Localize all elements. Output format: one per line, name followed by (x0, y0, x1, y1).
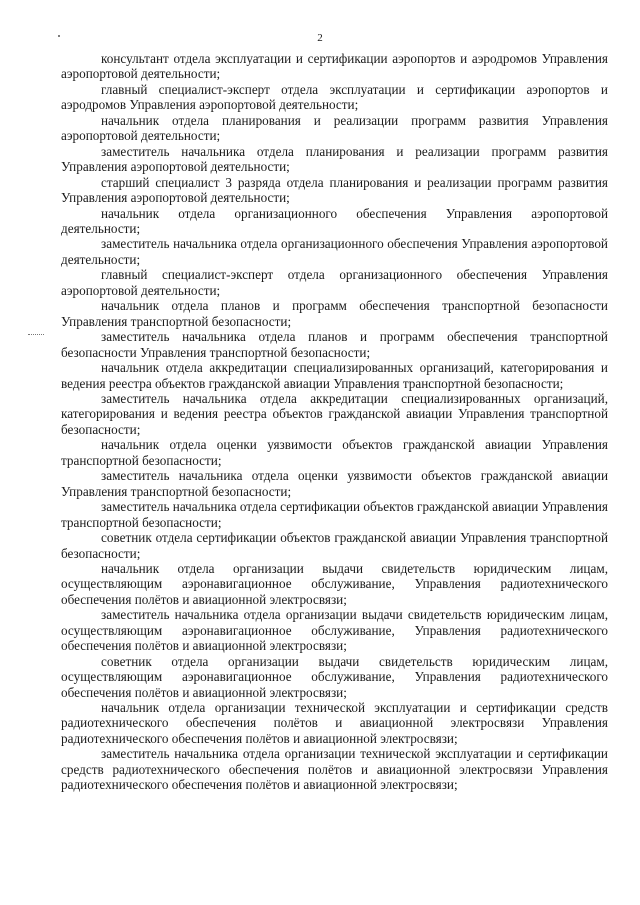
paragraph: заместитель начальника отдела организации технической эксплуатации и сертификации средств радиотехнического обеспечения полётов и авиационной электросвязи Управления радиотехнического обеспечения полётов и авиационной электросвязи; (61, 746, 608, 793)
page-number: 2 (317, 32, 323, 44)
paragraph: начальник отдела планов и программ обеспечения транспортной безопасности Управления транспортной безопасности; (61, 298, 608, 329)
paragraph: начальник отдела организации выдачи свидетельств юридическим лицам, осуществляющим аэронавигационное обслуживание, Управления радиотехнического обеспечения полётов и авиационной электросвязи; (61, 560, 608, 607)
paragraph: советник отдела сертификации объектов гражданской авиации Управления транспортной безопасности; (61, 530, 608, 561)
margin-mark (28, 334, 44, 336)
paragraph: заместитель начальника отдела сертификации объектов гражданской авиации Управления транспортной безопасности; (61, 499, 608, 530)
paragraph: начальник отдела оценки уязвимости объектов гражданской авиации Управления транспортной безопасности; (61, 437, 608, 468)
paragraph: заместитель начальника отдела организационного обеспечения Управления аэропортовой деятельности; (61, 236, 608, 267)
paragraph: заместитель начальника отдела оценки уязвимости объектов гражданской авиации Управления транспортной безопасности; (61, 468, 608, 499)
paragraph: советник отдела организации выдачи свидетельств юридическим лицам, осуществляющим аэронавигационное обслуживание, Управления радиотехнического обеспечения полётов и авиационной электросвязи; (61, 653, 608, 700)
paragraph: главный специалист-эксперт отдела организационного обеспечения Управления аэропортовой деятельности; (61, 267, 608, 298)
paragraph: главный специалист-эксперт отдела эксплуатации и сертификации аэропортов и аэродромов Управления аэропортовой деятельности; (61, 81, 608, 113)
paragraph: начальник отдела планирования и реализации программ развития Управления аэропортовой деятельности; (61, 112, 608, 144)
paragraph: консультант отдела эксплуатации и сертификации аэропортов и аэродромов Управления аэропортовой деятельности; (61, 51, 608, 82)
paragraph: заместитель начальника отдела организации выдачи свидетельств юридическим лицам, осуществляющим аэронавигационное обслуживание, Управления радиотехнического обеспечения полётов и авиационной электросвязи; (61, 607, 608, 654)
document-body (61, 51, 608, 793)
paragraph: начальник отдела аккредитации специализированных организаций, категорирования и ведения реестра объектов гражданской авиации Управления транспортной безопасности; (61, 360, 608, 391)
paragraph: начальник отдела организационного обеспечения Управления аэропортовой деятельности; (61, 205, 608, 236)
paragraph: старший специалист 3 разряда отдела планирования и реализации программ развития Управления аэропортовой деятельности; (61, 174, 608, 206)
paragraph: начальник отдела организации технической эксплуатации и сертификации средств радиотехнического обеспечения полётов и авиационной электросвязи Управления радиотехнического обеспечения полётов и авиационной электросвязи; (61, 700, 608, 746)
paragraph: заместитель начальника отдела планов и программ обеспечения транспортной безопасности Управления транспортной безопасности; (61, 329, 608, 360)
paragraph: заместитель начальника отдела аккредитации специализированных организаций, категорирования и ведения реестра объектов гражданской авиации Управления транспортной безопасности; (61, 390, 608, 437)
paragraph: заместитель начальника отдела планирования и реализации программ развития Управления аэропортовой деятельности; (61, 143, 608, 175)
